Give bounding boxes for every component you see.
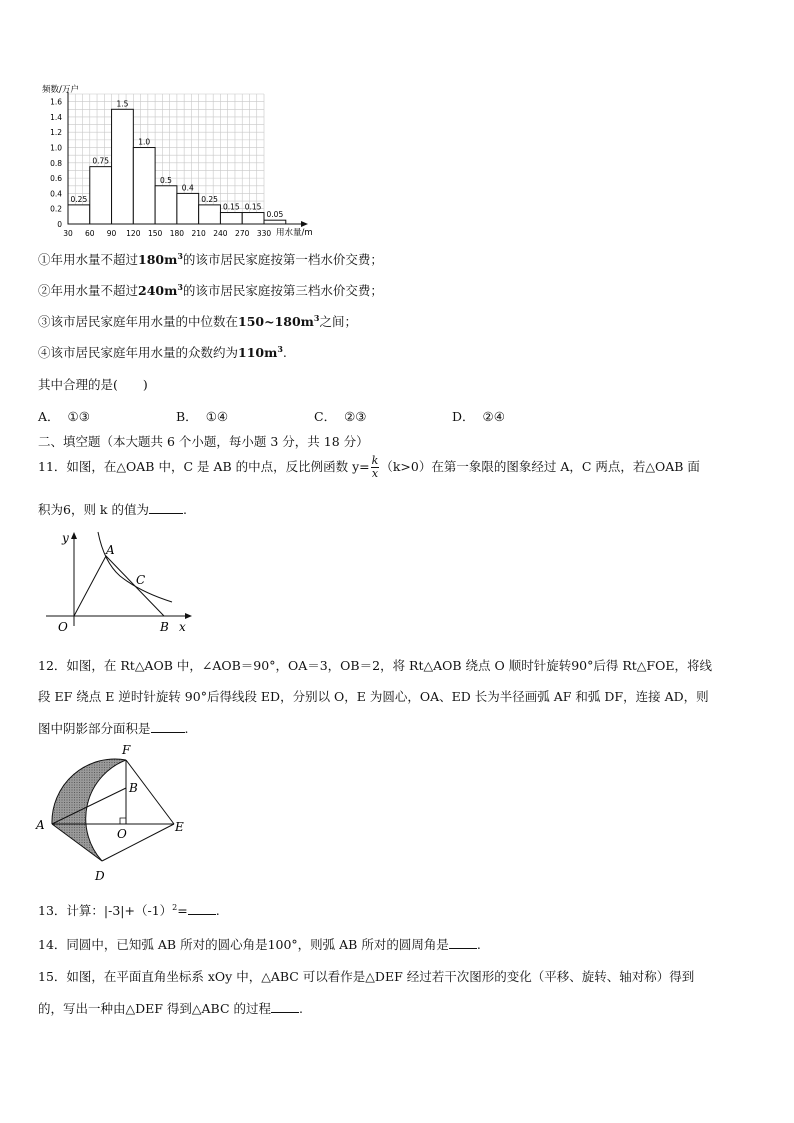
q14-end: . (476, 937, 481, 952)
bar-value-label: 0.4 (181, 183, 194, 193)
histogram-bar (155, 186, 177, 224)
histogram-bar (177, 193, 199, 224)
y-tick-label: 1.2 (50, 128, 62, 138)
q15-end: . (299, 1001, 303, 1016)
q11-label-b: B (160, 620, 169, 634)
histogram-bar (133, 148, 155, 224)
choice-c-letter: C． (314, 409, 337, 424)
statement-3-prefix: ③该市居民家庭年用水量的中位数在 (38, 314, 239, 329)
q11-line1 (38, 455, 700, 480)
q12-line1: 12．如图，在 Rt△AOB 中，∠AOB＝90°，OA＝3，OB＝2，将 Rt△AOB 绕点 O 顺时针旋转90°后得 Rt△FOE，将线 (38, 658, 712, 673)
choice-a[interactable] (38, 407, 90, 425)
q12-line2: 段 EF 绕点 E 逆时针旋转 90°后得线段 ED，分别以 O，E 为圆心，OA、ED 长为半径画弧 AF 和弧 DF，连接 AD，则 (38, 689, 709, 704)
choice-b-text: ①④ (205, 409, 229, 424)
bar-value-label: 0.25 (70, 194, 88, 204)
q12-shaded-region (52, 759, 126, 861)
bar-value-label: 0.5 (160, 175, 172, 185)
q12-line3 (38, 719, 189, 737)
histogram-bar (264, 220, 286, 224)
choice-a-letter: A． (38, 409, 60, 424)
choice-d-letter: D． (452, 409, 475, 424)
q11-label-x: x (179, 620, 186, 634)
statement-3-value: 150~180m (238, 314, 314, 329)
q13-answer-blank[interactable] (188, 913, 216, 915)
statement-4-sup: 3 (277, 343, 283, 354)
question-stem: 其中合理的是( ) (38, 377, 148, 392)
q15-line1: 15．如图，在平面直角坐标系 xOy 中，△ABC 可以看作是△DEF 经过若干次图形的变化（平移、旋转、轴对称）得到 (38, 969, 695, 984)
q13-line (38, 901, 220, 919)
q11-y-arrow (71, 532, 77, 539)
y-tick-label: 0.6 (50, 174, 62, 184)
bar-value-label: 1.5 (116, 99, 129, 109)
q11-frac-den: x (371, 467, 379, 480)
q11-line2 (38, 500, 187, 518)
q11-label-a: A (106, 543, 115, 557)
choice-c[interactable] (314, 407, 367, 425)
statement-1-suffix: 的该市居民家庭按第一档水价交费； (182, 252, 383, 267)
y-tick-label: 1.6 (50, 97, 62, 107)
bar-value-label: 0.25 (201, 194, 218, 204)
choice-b[interactable] (176, 407, 228, 425)
q11-line2-text: 积为6，则 k 的值为 (38, 502, 149, 517)
q15-line2 (38, 999, 303, 1017)
q11-answer-blank[interactable] (149, 512, 183, 514)
statement-1 (38, 250, 383, 268)
q12-seg-ed (102, 824, 174, 861)
statement-2-prefix: ②年用水量不超过 (38, 283, 139, 298)
q14-answer-blank[interactable] (449, 947, 477, 949)
q13-text: 13．计算：|-3|+（-1） (38, 903, 173, 918)
statement-3-sup: 3 (313, 312, 320, 323)
x-tick-label: 180 (169, 229, 185, 238)
choice-c-text: ②③ (344, 409, 367, 424)
q12-right-angle (120, 818, 126, 824)
statement-4-prefix: ④该市居民家庭年用水量的众数约为 (38, 345, 239, 360)
q11-label-o: O (58, 620, 68, 634)
y-tick-label: 0.8 (50, 158, 62, 168)
x-tick-label: 270 (235, 229, 250, 238)
q12-label-e: E (175, 820, 184, 834)
q12-answer-blank[interactable] (151, 731, 185, 733)
x-tick-label: 30 (63, 229, 73, 238)
q12-line3-text: 图中阴影部分面积是 (38, 721, 151, 736)
q11-fraction (371, 455, 380, 480)
water-usage-histogram (36, 78, 316, 240)
histogram-bar (199, 205, 221, 224)
bar-value-label: 0.15 (244, 202, 262, 212)
statement-2-suffix: 的该市居民家庭按第三档水价交费； (182, 283, 383, 298)
q11-label-y: y (62, 531, 69, 545)
x-tick-label: 150 (147, 229, 163, 238)
histogram-bar (90, 167, 112, 224)
q11-part1: 11．如图，在△OAB 中，C 是 AB 的中点，反比例函数 y= (38, 459, 370, 474)
x-tick-label: 330 (256, 229, 272, 238)
histogram-bar (112, 109, 134, 224)
q12-label-d: D (95, 869, 105, 883)
y-tick-label: 1.0 (50, 143, 62, 153)
q15-answer-blank[interactable] (271, 1011, 299, 1013)
q13-end: . (215, 903, 220, 918)
q14-text: 14．同圆中，已知弧 AB 所对的圆心角是100°，则弧 AB 所对的圆周角是 (38, 937, 449, 952)
q11-frac-num: k (371, 454, 379, 467)
statement-3 (38, 312, 357, 330)
q14-line (38, 935, 481, 953)
statement-1-sup: 3 (177, 250, 183, 261)
statement-4 (38, 343, 287, 361)
q13-tail: = (177, 903, 188, 918)
bar-value-label: 0.15 (222, 202, 240, 212)
bar-value-label: 0.75 (92, 156, 110, 166)
histogram-bar (242, 213, 264, 224)
statement-2-sup: 3 (177, 281, 183, 292)
q11-x-arrow (185, 613, 192, 619)
histogram-xlabel: 用水量/m (276, 228, 313, 238)
q12-label-o: O (117, 827, 127, 841)
section-title: 二、填空题（本大题共 6 个小题，每小题 3 分，共 18 分） (38, 434, 369, 449)
q11-part2: （k>0）在第一象限的图象经过 A，C 两点，若△OAB 面 (380, 459, 700, 474)
bar-value-label: 0.05 (266, 210, 284, 220)
bar-value-label: 1.0 (138, 137, 151, 147)
statement-1-value: 180m (138, 252, 178, 267)
y-tick-label: 1.4 (50, 112, 62, 122)
y-tick-label: 0 (57, 220, 62, 229)
q12-label-a: A (36, 818, 45, 832)
x-tick-label: 210 (191, 229, 206, 238)
choice-a-text: ①③ (67, 409, 90, 424)
choice-b-letter: B． (176, 409, 198, 424)
histogram-bar (220, 213, 242, 224)
y-tick-label: 0.2 (50, 204, 62, 214)
q12-end: . (184, 721, 189, 736)
statement-2-value: 240m (138, 283, 178, 298)
q11-triangle (74, 556, 164, 616)
x-tick-label: 120 (126, 229, 141, 238)
histogram-ylabel: 频数/万户 (42, 85, 79, 95)
q15-line2-text: 的，写出一种由△DEF 得到△ABC 的过程 (38, 1001, 272, 1016)
x-tick-label: 90 (106, 229, 117, 238)
statement-3-suffix: 之间； (319, 314, 357, 329)
statement-2 (38, 281, 383, 299)
q12-label-b: B (129, 781, 138, 795)
statement-4-value: 110m (238, 345, 278, 360)
choice-d[interactable] (452, 407, 505, 425)
q12-label-f: F (122, 743, 131, 757)
q13-sup: 2 (172, 902, 178, 912)
x-tick-label: 60 (85, 229, 95, 238)
q11-label-c: C (136, 573, 146, 587)
q12-figure (34, 742, 204, 887)
statement-1-prefix: ①年用水量不超过 (38, 252, 139, 267)
x-tick-label: 240 (213, 229, 228, 238)
x-axis-arrow (301, 221, 308, 227)
histogram-bar (68, 205, 90, 224)
q11-figure (40, 528, 200, 638)
y-tick-label: 0.4 (50, 189, 62, 199)
choice-d-text: ②④ (482, 409, 505, 424)
q11-end: . (182, 502, 187, 517)
statement-4-suffix: . (282, 345, 287, 360)
